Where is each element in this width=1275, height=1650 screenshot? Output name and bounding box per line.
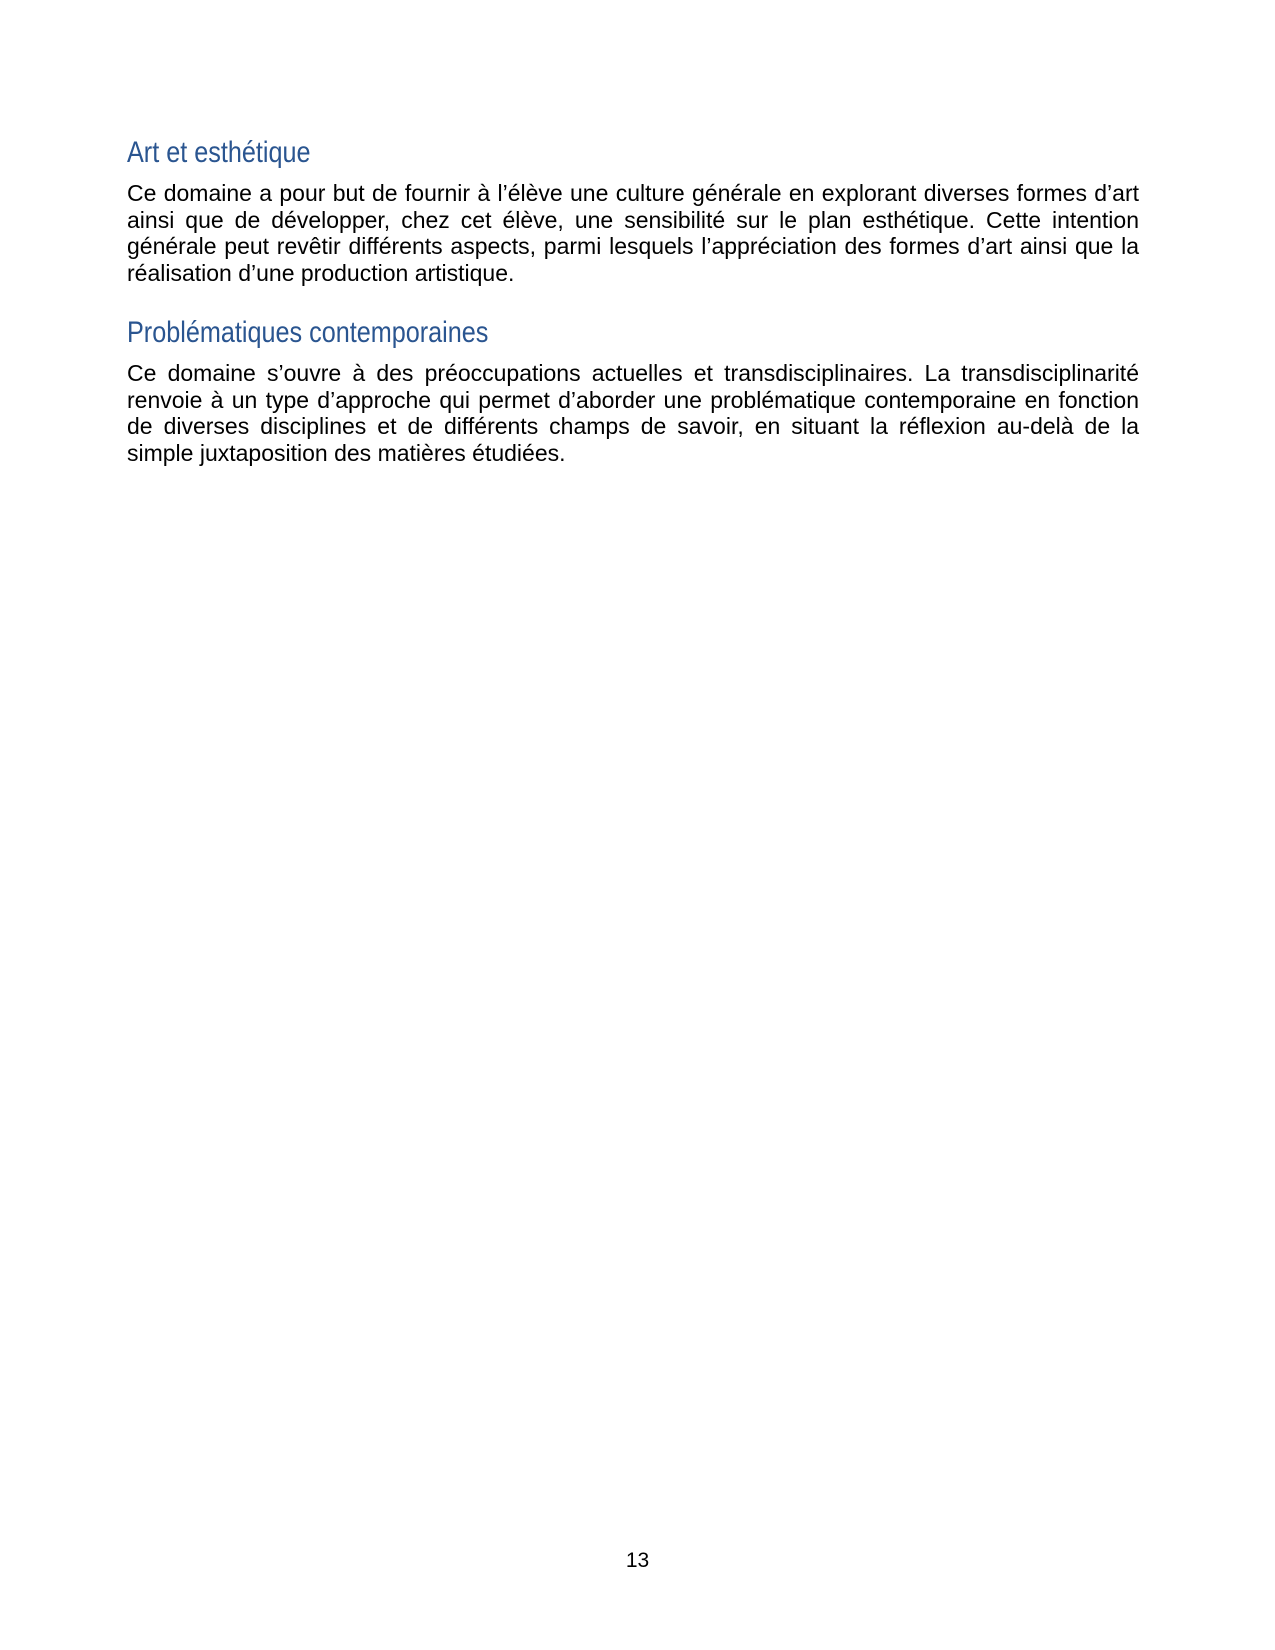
section-paragraph-problematiques-contemporaines: Ce domaine s’ouvre à des préoccupations actuelles et transdisciplinaires. La transdisciplinarité renvoie à un type d’approche qui permet d’aborder une problématique contemporaine en fonction de diverses disciplines et de différents champs de savoir, en situant la réflexion au-delà de la simple juxtaposition des matières étudiées.	[127, 359, 1139, 466]
page-number: 13	[625, 1549, 650, 1572]
section-art-et-esthetique	[127, 137, 1139, 287]
section-problematiques-contemporaines	[127, 317, 1139, 467]
page-content	[127, 137, 1139, 497]
section-paragraph-art-et-esthetique: Ce domaine a pour but de fournir à l’élève une culture générale en explorant diverses formes d’art ainsi que de développer, chez cet élève, une sensibilité sur le plan esthétique. Cette intention générale peut revêtir différents aspects, parmi lesquels l’appréciation des formes d’art ainsi que la réalisation d’une production artistique.	[127, 180, 1139, 287]
section-heading-problematiques-contemporaines: Problématiques contemporaines	[127, 315, 489, 349]
section-heading-art-et-esthetique: Art et esthétique	[127, 136, 311, 169]
